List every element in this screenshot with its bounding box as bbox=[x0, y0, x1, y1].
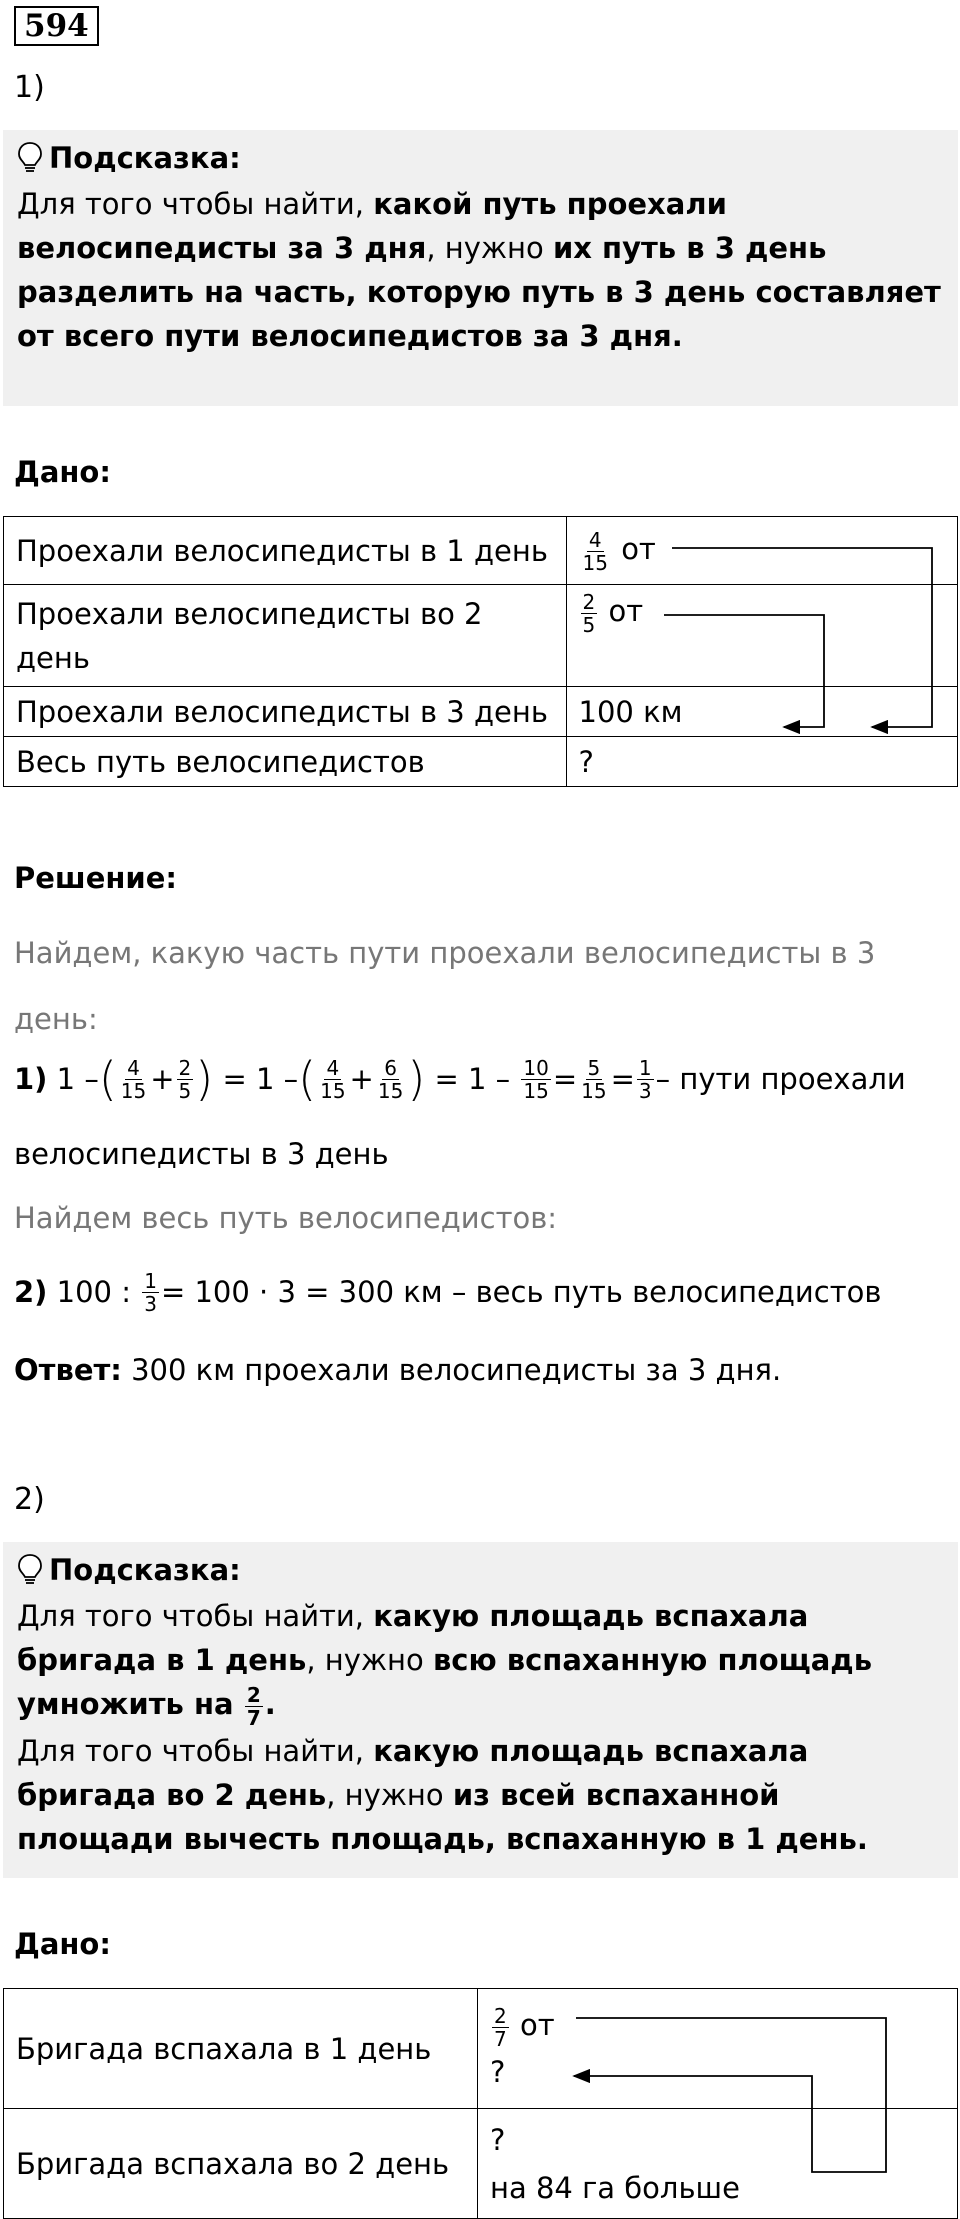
fraction: $\frac{1}{3}$ bbox=[638, 1055, 652, 1103]
fraction: $\frac{4}{15}$ bbox=[320, 1055, 346, 1103]
part2-given-title: Дано: bbox=[14, 1927, 111, 1961]
given-label: Проехали велосипедисты во 2 день bbox=[4, 585, 567, 687]
part1-given-table bbox=[3, 516, 958, 787]
part1-solution-title: Решение: bbox=[14, 861, 178, 895]
given-label: Проехали велосипедисты в 1 день bbox=[4, 517, 567, 585]
task-number: 594 bbox=[14, 6, 99, 46]
given-label: Проехали велосипедисты в 3 день bbox=[4, 687, 567, 737]
given-label: Весь путь велосипедистов bbox=[4, 737, 567, 787]
fraction: $\frac{5}{15}$ bbox=[581, 1055, 607, 1103]
fraction: $\frac{10}{15}$ bbox=[523, 1055, 549, 1103]
given-value: $\frac{2}{7}$ от ? bbox=[478, 1989, 958, 2109]
table-row bbox=[4, 687, 958, 737]
fraction: $\frac{2}{7}$ bbox=[494, 2003, 507, 2051]
part1-label: 1) bbox=[14, 70, 45, 105]
given-value: $\frac{2}{5}$ от bbox=[566, 585, 957, 687]
fraction: $\frac{4}{15}$ bbox=[582, 527, 608, 575]
part1-answer: Ответ: 300 км проехали велосипедисты за 3 дня. bbox=[14, 1353, 782, 1387]
part1-hint-title: Подсказка: bbox=[17, 138, 241, 178]
part2-hint-title: Подсказка: bbox=[17, 1550, 241, 1590]
table-row bbox=[4, 737, 958, 787]
part2-hint-box bbox=[3, 1542, 958, 1878]
given-value: $\frac{4}{15}$ от bbox=[566, 517, 957, 585]
given-label: Бригада вспахала во 2 день bbox=[4, 2109, 478, 2219]
part1-given-title: Дано: bbox=[14, 455, 111, 489]
given-label: Бригада вспахала в 1 день bbox=[4, 1989, 478, 2109]
fraction: $\frac{6}{15}$ bbox=[377, 1055, 404, 1103]
part1-step2-intro: Найдем весь путь велосипедистов: bbox=[14, 1201, 558, 1235]
given-value: ? на 84 га больше bbox=[478, 2109, 958, 2219]
part1-step1-intro: Найдем, какую часть пути проехали велосипедисты в 3 день: bbox=[14, 936, 876, 1036]
given-value: 100 км bbox=[566, 687, 957, 737]
table-row bbox=[4, 2109, 958, 2219]
fraction: $\frac{2}{5}$ bbox=[582, 589, 596, 637]
lightbulb-icon bbox=[17, 1553, 43, 1587]
given-value: ? bbox=[566, 737, 957, 787]
part1-step2: 2) 100 : $\frac{1}{3}$ = 100 · 3 = 300 км – весь путь велосипедистов bbox=[14, 1268, 882, 1316]
table-row bbox=[4, 585, 958, 687]
part1-step1-cont: велосипедисты в 3 день bbox=[14, 1137, 389, 1171]
part2-hint-text: Для того чтобы найти, какую площадь вспахала бригада в 1 день, нужно всю вспаханную площадь умножить на $\frac{2}{7}$ . Для того чтобы найти, какую площадь вспахала бригада во 2 день, нужно из всей вспаханной площади вычесть площадь, вспаханную в 1 день. bbox=[17, 1599, 873, 1856]
part1-step1: 1) 1 – ( $\frac{4}{15}$ + $\frac{2}{5}$ ) = 1 – ( $\frac{4}{15}$ + $\frac{6}{15}$ ) = 1 – $\frac{10}{15}$ = $\frac{5}{15}$ = $\frac{1}{3}$ – пути проехали bbox=[14, 1052, 906, 1106]
part2-given-table bbox=[3, 1988, 958, 2219]
part1-hint-text: Для того чтобы найти, какой путь проехали велосипедисты за 3 дня, нужно их путь в 3 день разделить на часть, которую путь в 3 день составляет от всего пути велосипедистов за 3 дня. bbox=[17, 187, 941, 353]
fraction: $\frac{2}{5}$ bbox=[178, 1055, 192, 1103]
fraction: $\frac{2}{7}$ bbox=[246, 1682, 261, 1730]
fraction: $\frac{4}{15}$ bbox=[120, 1055, 147, 1103]
fraction: $\frac{1}{3}$ bbox=[144, 1268, 157, 1316]
part2-label: 2) bbox=[14, 1482, 45, 1517]
lightbulb-icon bbox=[17, 141, 43, 175]
table-row bbox=[4, 1989, 958, 2109]
table-row bbox=[4, 517, 958, 585]
part1-hint-box bbox=[3, 130, 958, 406]
